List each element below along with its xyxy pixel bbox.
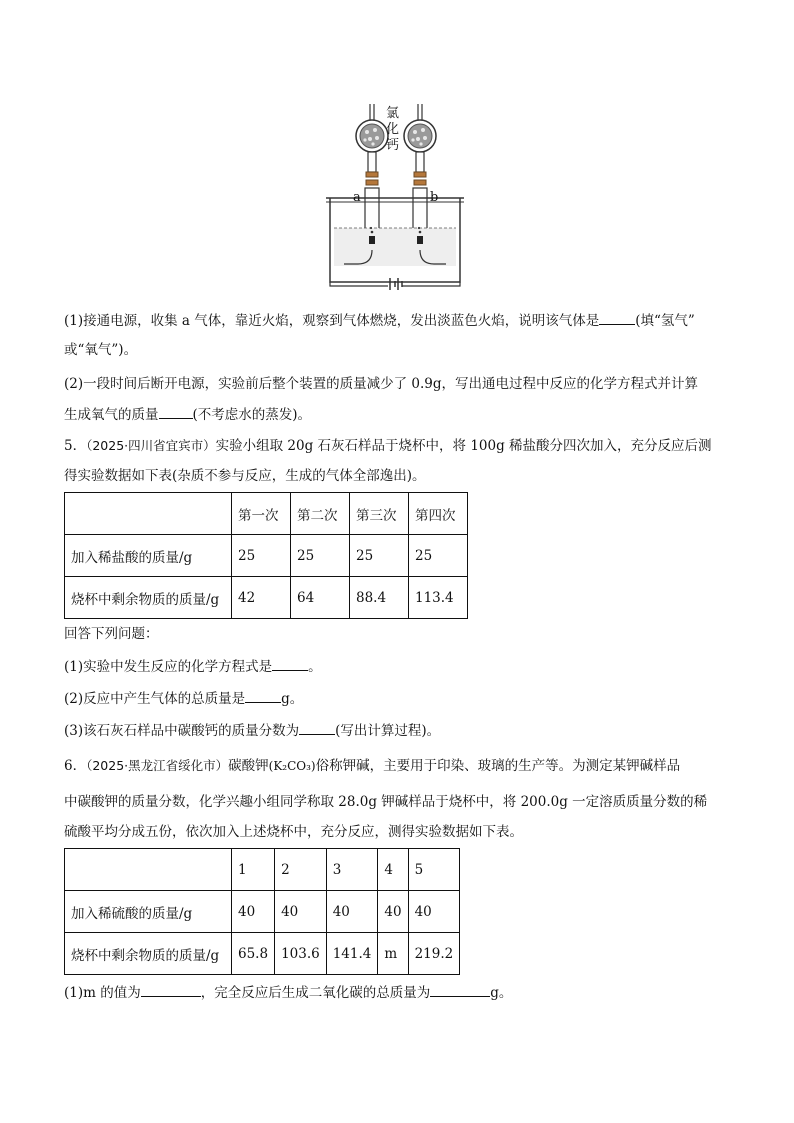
table-cell: 25 [291,535,350,577]
answer-blank[interactable] [299,720,335,735]
label-char-1: 氯 [386,106,400,121]
table-cell: 42 [232,577,291,619]
q5-source: （2025·四川省宜宾市） [86,438,216,453]
table-cell: m [378,933,408,975]
q4-part1: (1)接通电源，收集 a 气体，靠近火焰，观察到气体燃烧，发出淡蓝色火焰，说明该气体是 (填“氢气” [64,310,695,331]
q6-source: （2025·黑龙江省绥化市） [86,758,229,773]
table-cell: 40 [378,891,408,933]
q5-stem-line2: 得实验数据如下表(杂质不参与反应，生成的气体全部逸出)。 [64,468,426,484]
table-header-row [65,493,468,535]
table-cell [65,849,232,891]
q4-part2: (2)一段时间后断开电源，实验前后整个装置的质量减少了 0.9g，写出通电过程中反应的化学方程式并计算 [64,376,699,392]
answer-blank[interactable] [430,982,490,997]
table-cell: 25 [350,535,409,577]
label-char-2: 化 [386,122,400,137]
q4-part1-line2: 或“氧气”)。 [64,342,138,358]
q6-data-table [64,848,460,975]
table-cell: 88.4 [350,577,409,619]
answer-blank[interactable] [272,656,308,671]
answer-blank[interactable] [141,982,201,997]
table-header-row [65,849,460,891]
table-cell: 第四次 [409,493,468,535]
label-a: a [353,190,361,205]
electrolysis-apparatus-figure [320,100,470,290]
table-cell: 第二次 [291,493,350,535]
table-cell: 64 [291,577,350,619]
table-cell: 4 [378,849,408,891]
table-cell: 219.2 [408,933,460,975]
q6-stem-line1: 6．（2025·黑龙江省绥化市）碳酸钾(K₂CO₃)俗称钾碱，主要用于印染、玻璃的生产等。为测定某钾碱样品 [64,758,681,774]
table-row [65,577,468,619]
table-cell: 65.8 [232,933,275,975]
table-cell: 烧杯中剩余物质的质量/g [65,933,232,975]
table-cell: 3 [326,849,378,891]
q5-sub1: (1)实验中发生反应的化学方程式是 。 [64,656,322,677]
right-drying-tube-icon [404,104,436,172]
table-cell: 5 [408,849,460,891]
q6-sub1: (1)m 的值为 ，完全反应后生成二氧化碳的总质量为 g。 [64,982,512,1003]
table-cell: 加入稀盐酸的质量/g [65,535,232,577]
left-drying-tube-icon [356,104,388,172]
q6-stem-line3: 硫酸平均分成五份，依次加入上述烧杯中，充分反应，测得实验数据如下表。 [64,824,523,840]
table-cell: 1 [232,849,275,891]
table-cell: 2 [275,849,327,891]
answer-blank[interactable] [245,688,281,703]
table-cell: 141.4 [326,933,378,975]
calcium-chloride-label [386,106,402,154]
table-cell: 40 [408,891,460,933]
table-cell: 烧杯中剩余物质的质量/g [65,577,232,619]
q5-sub3: (3)该石灰石样品中碳酸钙的质量分数为 (写出计算过程)。 [64,720,440,741]
table-cell: 103.6 [275,933,327,975]
chemical-formula: (K₂CO₃) [268,759,316,773]
q6-stem-line2: 中碳酸钾的质量分数，化学兴趣小组同学称取 28.0g 钾碱样品于烧杯中，将 200.0g 一定溶质质量分数的稀 [64,794,708,810]
q4-part2-line2: 生成氧气的质量 (不考虑水的蒸发)。 [64,404,311,425]
table-cell: 40 [232,891,275,933]
table-cell: 25 [409,535,468,577]
answer-blank[interactable] [159,404,193,419]
label-b: b [430,190,439,205]
table-row [65,933,460,975]
table-cell: 40 [326,891,378,933]
table-cell: 第三次 [350,493,409,535]
q5-answer-intro: 回答下列问题： [64,626,159,642]
q5-data-table [64,492,468,619]
table-cell: 40 [275,891,327,933]
table-cell: 加入稀硫酸的质量/g [65,891,232,933]
label-char-3: 钙 [386,138,400,153]
table-row [65,891,460,933]
answer-blank[interactable] [599,310,635,325]
table-row [65,535,468,577]
q5-sub2: (2)反应中产生气体的总质量是 g。 [64,688,303,709]
table-cell: 113.4 [409,577,468,619]
q5-stem-line1: 5．（2025·四川省宜宾市）实验小组取 20g 石灰石样品于烧杯中，将 100g 稀盐酸分四次加入，充分反应后测 [64,438,712,454]
table-cell: 第一次 [232,493,291,535]
table-cell [65,493,232,535]
table-cell: 25 [232,535,291,577]
